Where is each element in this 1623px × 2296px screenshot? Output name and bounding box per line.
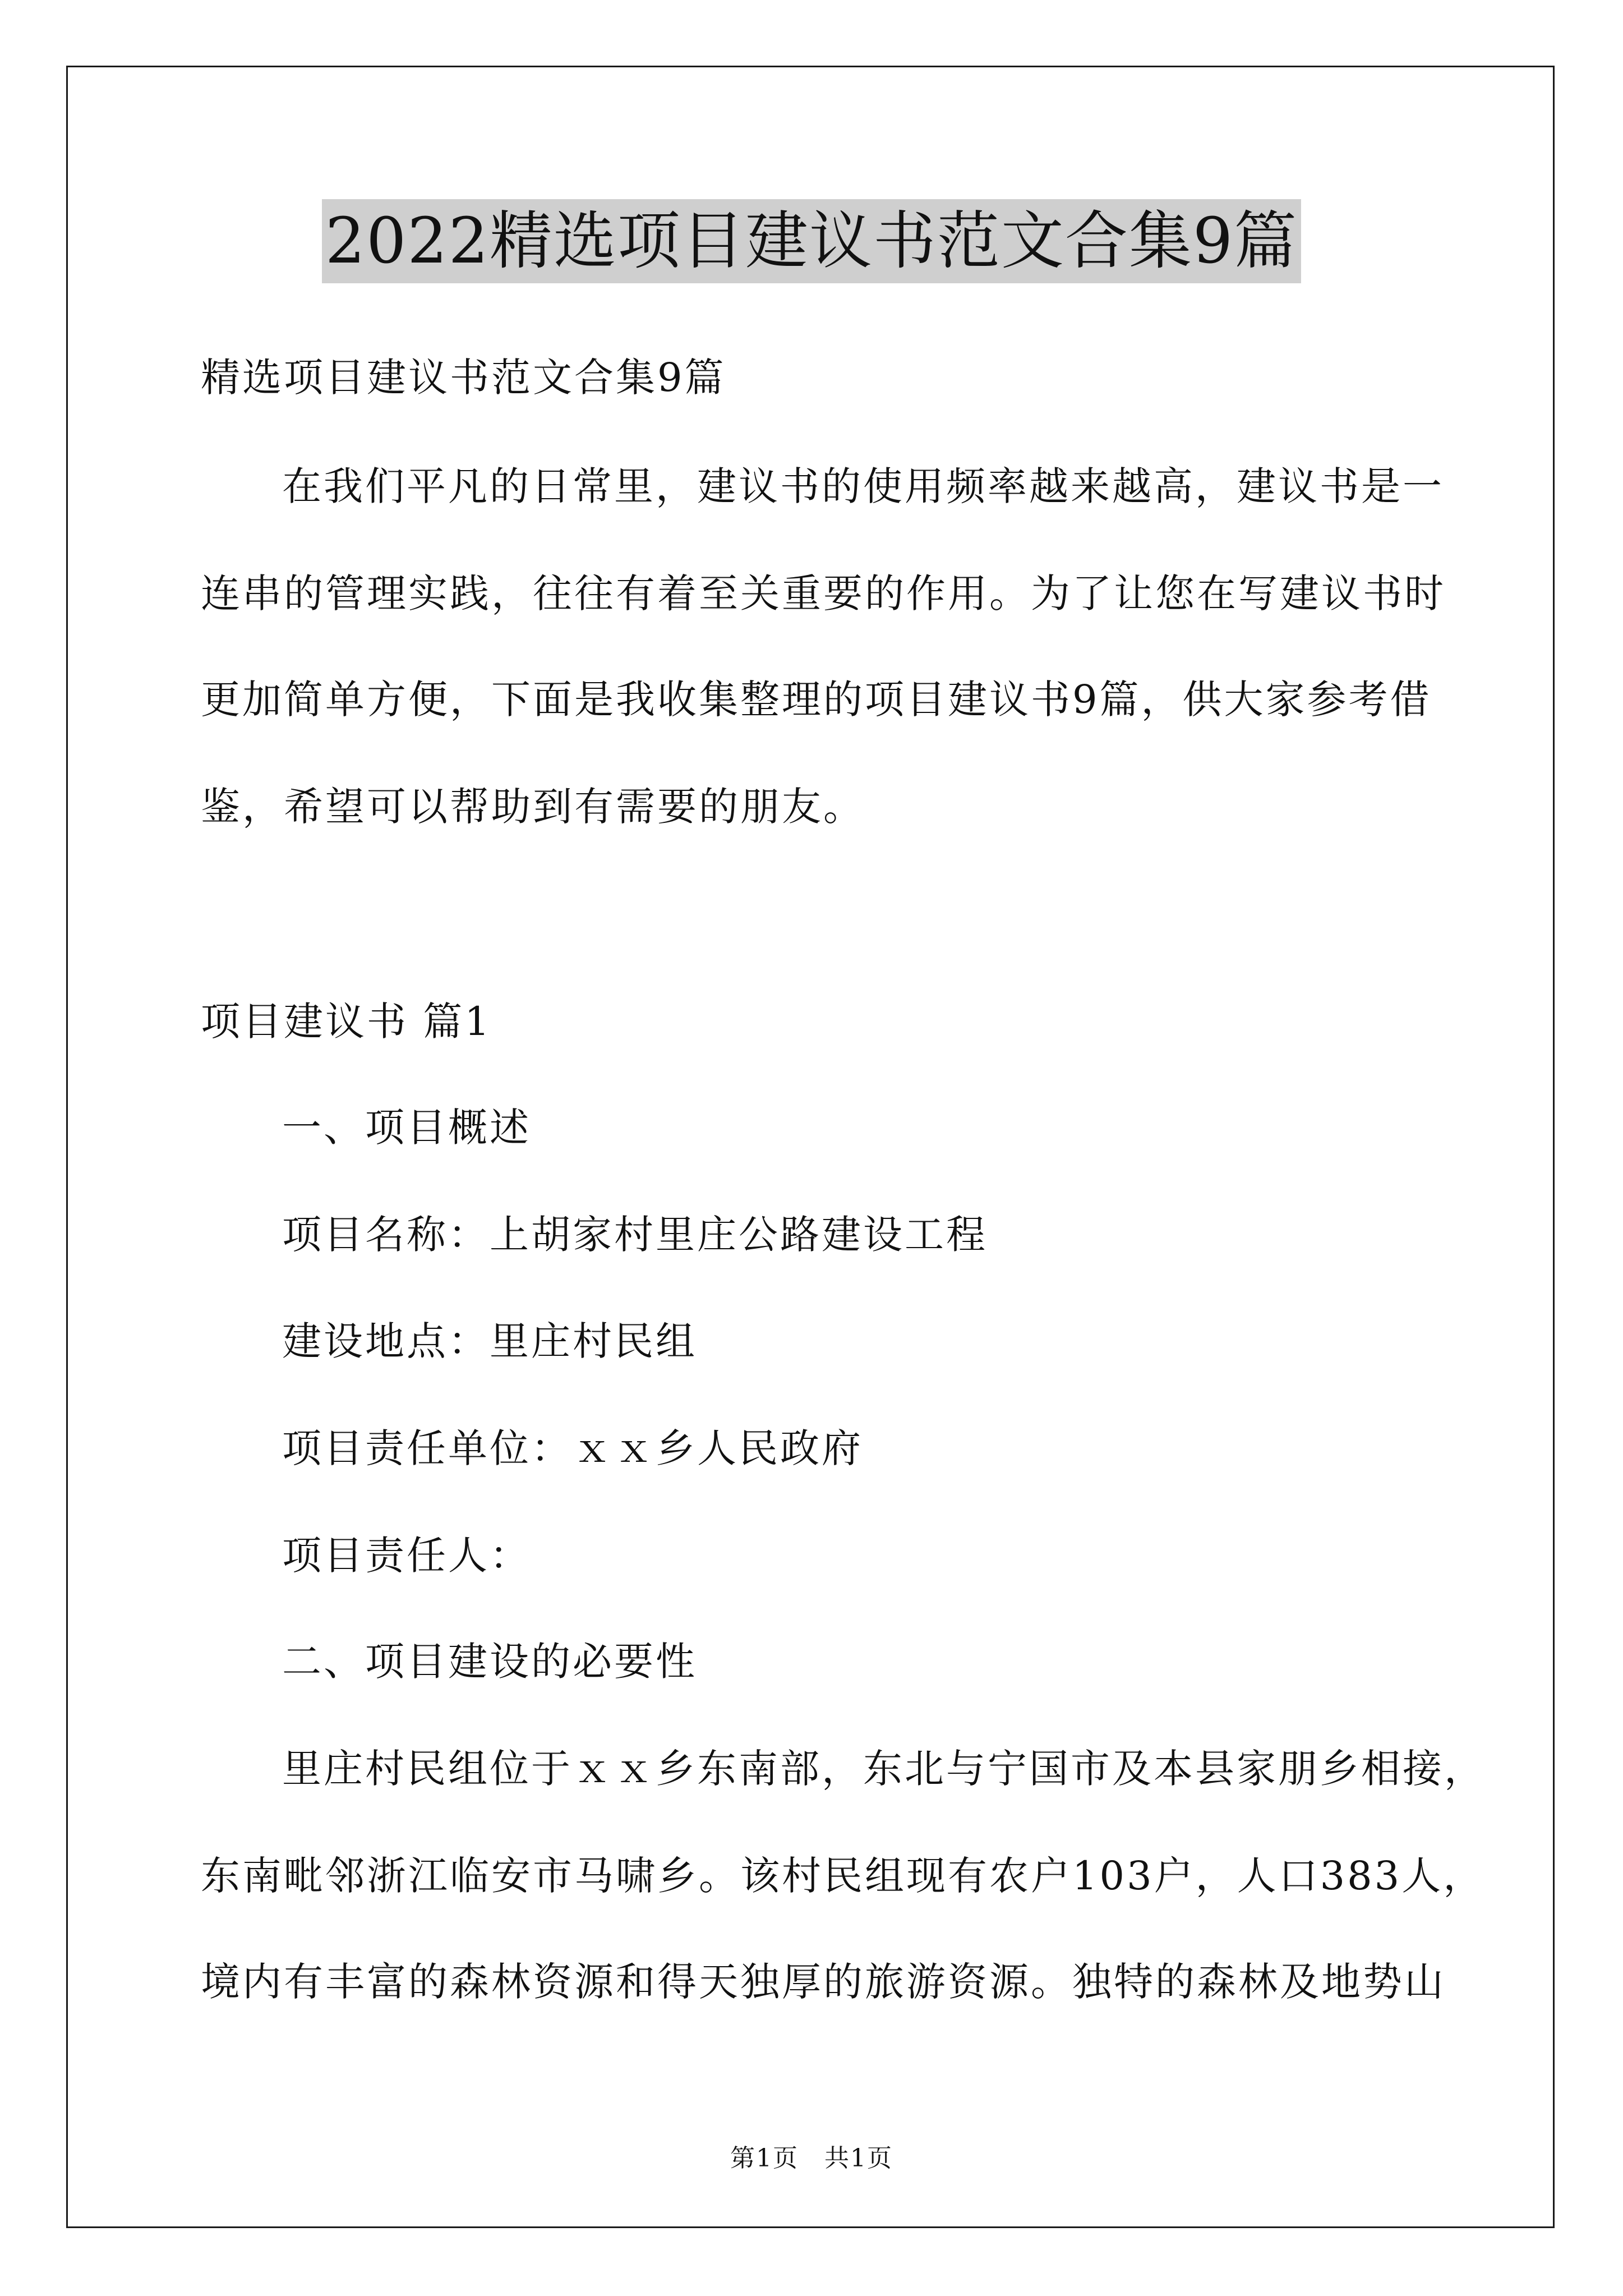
section-heading: 项目建议书 篇1 bbox=[201, 999, 492, 1045]
body-line-2: 东南毗邻浙江临安市马啸乡。该村民组现有农户103户，人口383人， bbox=[201, 1853, 1485, 1899]
page-footer: 第1页 共1页 bbox=[730, 2144, 893, 2173]
intro-line-4: 鉴，希望可以帮助到有需要的朋友。 bbox=[201, 784, 865, 830]
intro-line-2: 连串的管理实践，往往有着至关重要的作用。为了让您在写建议书时 bbox=[201, 570, 1446, 616]
intro-line-1: 在我们平凡的日常里，建议书的使用频率越来越高，建议书是一 bbox=[282, 463, 1444, 509]
body-line-1: 里庄村民组位于ｘｘ乡东南部，东北与宁国市及本县家朋乡相接， bbox=[282, 1746, 1486, 1792]
document-title: 2022精选项目建议书范文合集9篇 bbox=[322, 199, 1301, 283]
title-container bbox=[0, 199, 1623, 283]
item-necessity-heading: 二、项目建设的必要性 bbox=[282, 1639, 697, 1685]
item-responsible-person: 项目责任人： bbox=[282, 1533, 531, 1579]
item-project-name: 项目名称：上胡家村里庄公路建设工程 bbox=[282, 1212, 988, 1258]
document-subtitle: 精选项目建议书范文合集9篇 bbox=[201, 355, 726, 401]
intro-line-3: 更加简单方便，下面是我收集整理的项目建议书9篇，供大家参考借 bbox=[201, 677, 1432, 723]
body-line-3: 境内有丰富的森林资源和得天独厚的旅游资源。独特的森林及地势山 bbox=[201, 1959, 1446, 2005]
item-responsible-unit: 项目责任单位：ｘｘ乡人民政府 bbox=[282, 1425, 863, 1471]
item-location: 建设地点：里庄村民组 bbox=[282, 1318, 697, 1364]
item-overview-heading: 一、项目概述 bbox=[282, 1105, 531, 1151]
